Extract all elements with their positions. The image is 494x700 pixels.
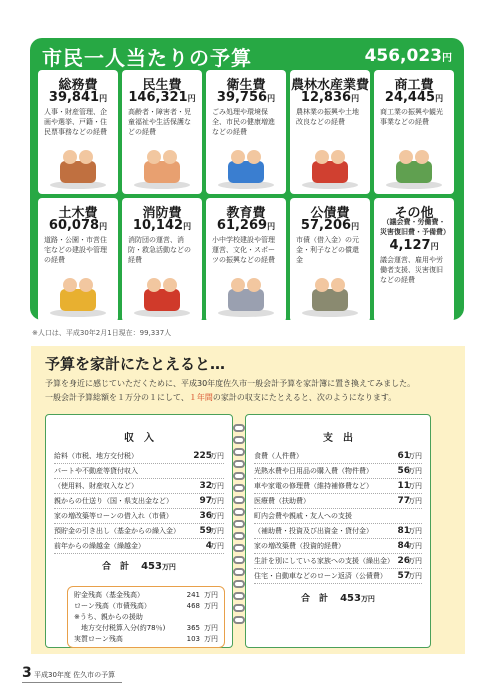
card-amount: 60,078円 [48,218,108,233]
budget-card [122,70,202,194]
card-description: 議会運営、雇用や労働者支援、災害復旧などの経費 [380,256,443,284]
card-amount: 39,841円 [48,90,108,105]
card-amount: 10,142円 [132,218,192,233]
budget-card [290,70,370,194]
card-amount: 4,127円 [389,238,439,253]
ledger-row: 生計を別にしている家族への支援（繰出金） 26 万円 [254,554,422,569]
ledger-row: パートや不動産等貸付収入 [54,464,224,479]
page-footer [22,667,122,683]
binder-ring [233,424,245,432]
binder-ring [233,616,245,624]
ledger-row: 前年からの繰越金（繰越金） 4 万円 [54,539,224,554]
budget-card [290,198,370,322]
card-illustration [46,145,110,189]
per-capita-panel [30,38,464,320]
income-total: 合 計 453万円 [102,561,176,572]
card-illustration [298,145,362,189]
card-description: 商工業の振興や観光事業などの経費 [380,108,443,126]
card-description: 農林業の振興や土地改良などの経費 [296,108,359,126]
household-panel [31,346,465,654]
budget-card [206,70,286,194]
card-illustration [382,145,446,189]
footer-text: 平成30年度 佐久市の予算 [34,671,116,679]
card-amount: 39,756円 [216,90,276,105]
budget-card [206,198,286,322]
panel-title: 市民一人当たりの予算 [42,46,252,70]
budget-card [122,198,202,322]
card-name: 商工費 [394,78,434,93]
card-illustration [298,273,362,317]
binder-ring [233,592,245,600]
binder-ring [233,580,245,588]
card-description: 市債（借入金）の元金・利子などの償還金 [296,236,359,264]
card-illustration [214,145,278,189]
card-amount: 61,269円 [216,218,276,233]
card-description: ごみ処理や環境保全、市民の健康増進などの経費 [212,108,275,136]
ledger-row: 住宅・自動車などのローン返済（公債費） 57 万円 [254,569,422,584]
budget-card [38,70,118,194]
card-name: 農林水産業費 [290,78,369,93]
card-amount: 24,445円 [384,90,444,105]
binder-ring [233,604,245,612]
expense-heading: 支 出 [323,433,353,444]
card-name: 教育費 [226,206,266,221]
binder-ring [233,472,245,480]
binder-ring [233,556,245,564]
binder-ring [233,520,245,528]
binder-ring [233,508,245,516]
card-name: その他 [394,206,434,221]
card-illustration [130,145,194,189]
card-illustration [46,273,110,317]
budget-card [374,70,454,194]
expense-total: 合 計 453万円 [301,593,375,604]
binder-ring [233,496,245,504]
balance-row: 地方交付税算入分(約78％) 365 万円 [74,624,218,632]
balance-row: 貯金残高（基金残高） 241 万円 [74,591,218,599]
binder-ring [233,484,245,492]
binder-ring [233,436,245,444]
balance-row: ※うち、親からの援助 [74,613,143,621]
ledger-row: （使用料、財産収入など） 32 万円 [54,479,224,494]
binder-ring [233,448,245,456]
card-name: 土木費 [58,206,98,221]
budget-card [38,198,118,322]
card-sub: （議会費・労働費・災害復旧費・予備費） [380,218,450,236]
ledger-row: 預貯金の引き出し（基金からの繰入金） 59 万円 [54,524,224,539]
card-amount: 146,321円 [128,90,196,105]
card-illustration [130,273,194,317]
household-title: 予算を家計にたとえると… [45,355,226,373]
ledger-row: （補助費・投資及び出資金・貸付金） 81 万円 [254,524,422,539]
population-note: ※人口は、平成30年2月1日現在：99,337人 [32,329,172,337]
binder-rings [233,424,245,644]
binder-ring [233,532,245,540]
card-name: 総務費 [58,78,98,93]
binder-ring [233,568,245,576]
card-illustration [214,273,278,317]
binder-ring [233,544,245,552]
household-text: 予算を身近に感じていただくために、平成30年度佐久市一般会計予算を家計簿に置き換えてみました。 一般会計予算総額を１万分の１にして、１年間の家計の収支にたとえると、次のようになります。 [45,379,416,402]
balance-box [67,586,225,648]
budget-card [374,198,454,322]
ledger-row: 食費（人件費） 61 万円 [254,449,422,464]
card-description: 人事・財産管理、企画や選挙、戸籍・住民票事務などの経費 [44,108,107,136]
ledger-row: 車や家電の修理費（維持補修費など） 11 万円 [254,479,422,494]
balance-row: ローン残高（市債残高） 468 万円 [74,602,218,610]
page-number: 3 [22,665,32,681]
ledger-row: 給料（市税、地方交付税） 225 万円 [54,449,224,464]
card-description: 道路・公園・市営住宅などの建設や管理の経費 [44,236,107,264]
card-name: 公債費 [310,206,350,221]
card-name: 民生費 [142,78,182,93]
ledger-row: 光熱水費や日用品の購入費（物件費） 56 万円 [254,464,422,479]
expense-ledger [245,414,431,648]
card-amount: 12,836円 [300,90,360,105]
card-description: 消防団の運営、消防・救急活動などの経費 [128,236,191,264]
panel-total: 456,023円 [364,46,452,66]
ledger-row: 親からの仕送り（国・県支出金など） 97 万円 [54,494,224,509]
balance-row: 実質ローン残高 103 万円 [74,635,218,643]
income-heading: 収 入 [124,433,154,444]
ledger-row: 町内会費や親戚・友人への支援 [254,509,422,524]
ledger-row: 医療費（扶助費） 77 万円 [254,494,422,509]
card-name: 消防費 [142,206,182,221]
card-description: 小中学校建設や管理運営、文化・スポーツの振興などの経費 [212,236,275,264]
binder-ring [233,460,245,468]
card-name: 衛生費 [226,78,266,93]
ledger-row: 家の増改築費（投資的経費） 84 万円 [254,539,422,554]
ledger-row: 家の増改築等ローンの借入れ（市債） 36 万円 [54,509,224,524]
card-amount: 57,206円 [300,218,360,233]
card-description: 高齢者・障害者・児童福祉や生活保護などの経費 [128,108,191,136]
